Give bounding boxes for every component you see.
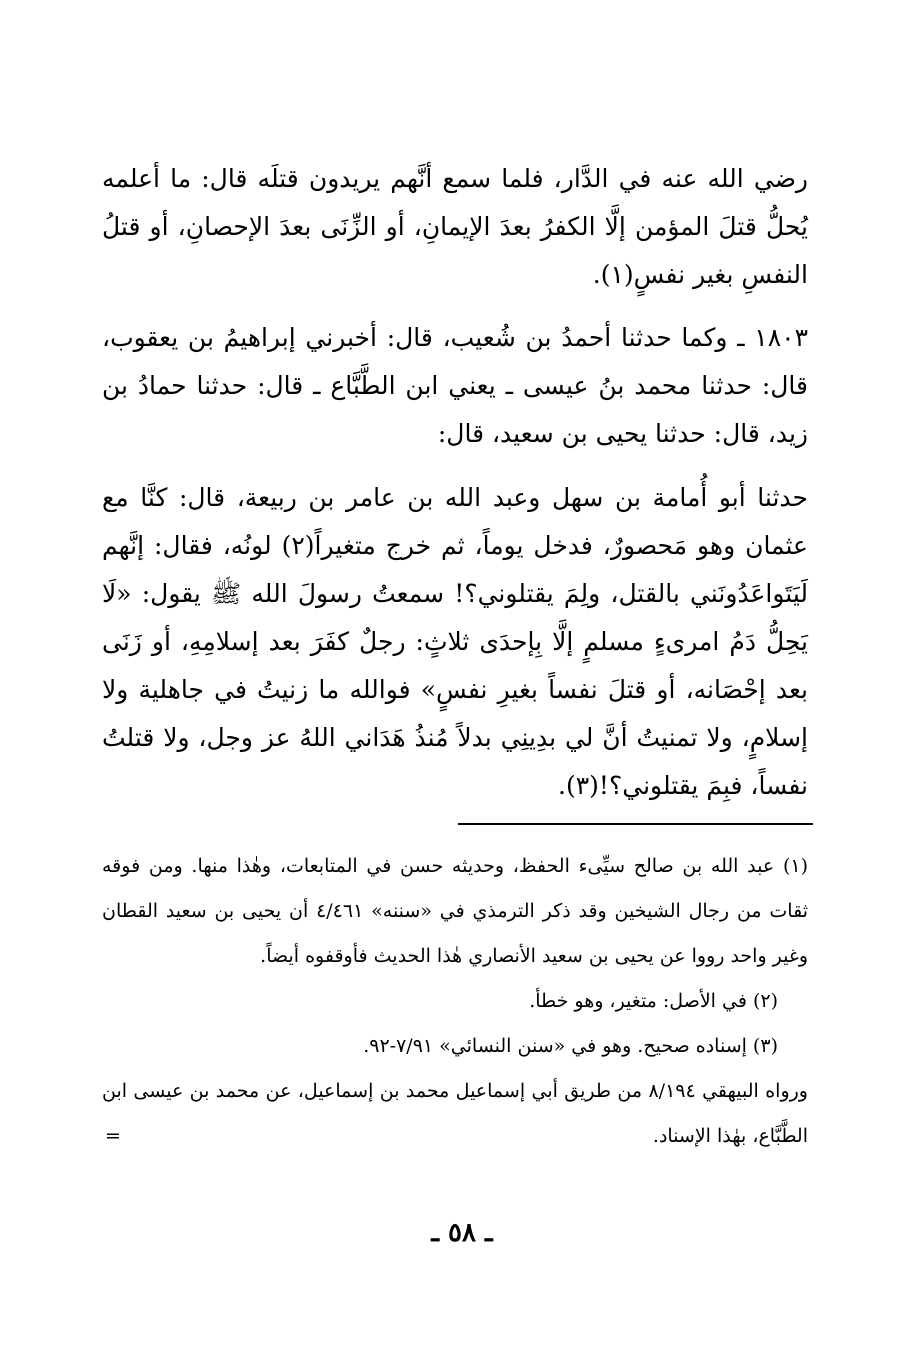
footnotes — [102, 844, 808, 1159]
footnote-separator — [458, 823, 813, 825]
footnote-3-continuation: ورواه البيهقي ٨/١٩٤ من طريق أبي إسماعيل محمد بن إسماعيل، عن محمد بن عيسى ابن الطَّبَّاع، بهٰذا الإسناد. — [102, 1080, 808, 1147]
main-paragraph-3: حدثنا أبو أُمامة بن سهل وعبد الله بن عامر بن ربيعة، قال: كنَّا مع عثمان وهو مَحصورٌ، فدخل يوماً، ثم خرج متغيراً(٢) لونُه، فقال: إنَّهم لَيَتَواعَدُونَني بالقتل، ولِمَ يقتلوني؟! سمعتُ رسولَ الله ﷺ يقول: «لَا يَحِلُّ دَمُ امرىءٍ مسلمٍ إلَّا بِإحدَى ثلاثٍ: رجلٌ كفَرَ بعد إسلامِهِ، أو زَنَى بعد إحْصَانه، أو قتلَ نفساً بغيرِ نفسٍ» فوالله ما زنيتُ في جاهلية ولا إسلامٍ، ولا تمنيتُ أنَّ لي بدِينِي بدلاً مُنذُ هَدَاني اللهُ عز وجل، ولا قتلتُ نفساً، فبِمَ يقتلوني؟!(٣). — [102, 483, 808, 800]
continuation-mark: = — [105, 1125, 121, 1147]
main-paragraph-hadith-1803: ١٨٠٣ ـ وكما حدثنا أحمدُ بن شُعيب، قال: أخبرني إبراهيمُ بن يعقوب، قال: حدثنا محمد بنُ عيسى ـ يعني ابن الطَّبَّاع ـ قال: حدثنا حمادُ بن زيد، قال: حدثنا يحيى بن سعيد، قال: — [102, 323, 808, 448]
footnote-1: (١) عبد الله بن صالح سيِّىء الحفظ، وحديثه حسن في المتابعات، وهٰذا منها. ومن فوقه ثقات من رجال الشيخين وقد ذكر الترمذي في «سننه» ٤/٤٦١ أن يحيى بن سعيد القطان وغير واحد رووا عن يحيى بن سعيد الأنصاري هٰذا الحديث فأوقفوه أيضاً. — [102, 855, 808, 967]
footnote-2: (٢) في الأصل: متغير، وهو خطأ. — [529, 990, 778, 1012]
page-number: ـ ٥٨ ـ — [431, 1218, 493, 1248]
footnote-3: (٣) إسناده صحيح. وهو في «سنن النسائي» ٧/٩١-٩٢. — [363, 1035, 778, 1057]
footnote-3-continuation-block — [102, 1069, 808, 1159]
main-paragraph-1: رضي الله عنه في الدَّار، فلما سمع أنَّهم يريدون قتلَه قال: ما أعلمه يُحلُّ قتلَ المؤمن إلَّا الكفرُ بعدَ الإيمانِ، أو الزِّنَى بعدَ الإحصانِ، أو قتلُ النفسِ بغير نفسٍ(١). — [102, 164, 808, 289]
